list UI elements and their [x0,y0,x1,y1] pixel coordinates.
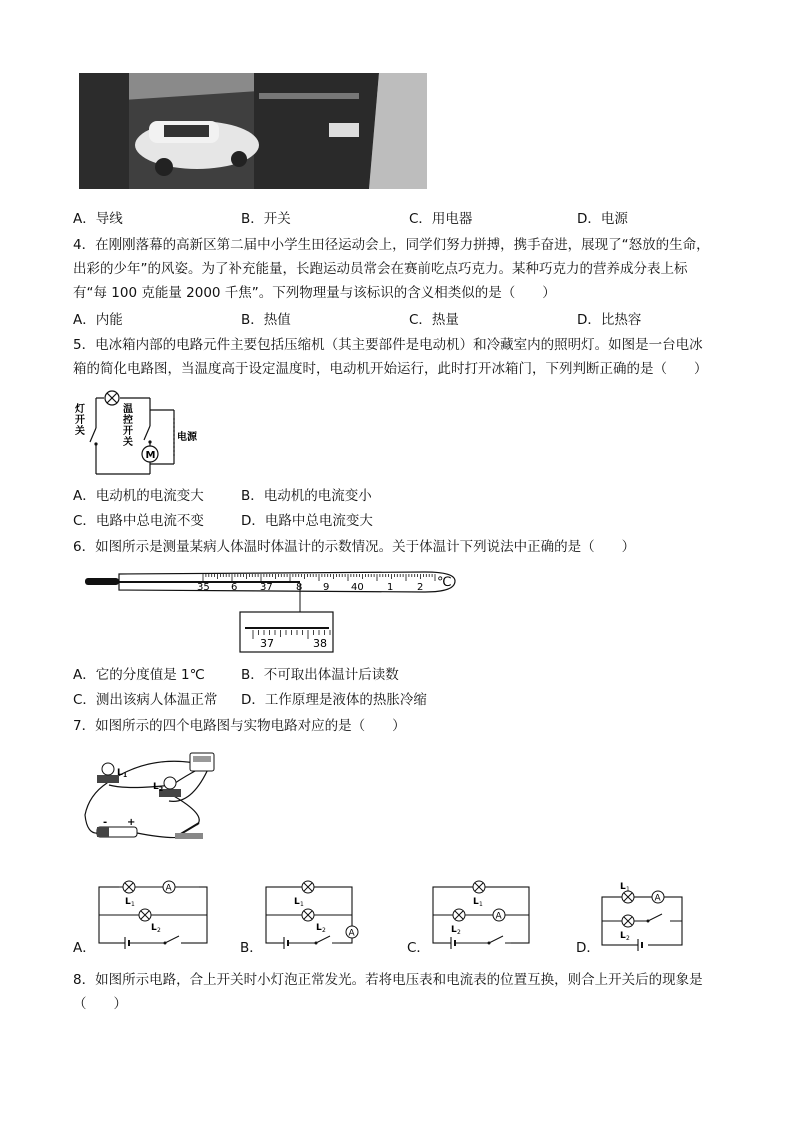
q4-option-b: B．热值 [241,312,291,328]
q4-text-line3: 有“每 100 克能量 2000 千焦”。下列物理量与该标识的含义相类似的是（ ） [73,285,556,301]
parking-photo [79,73,427,189]
svg-text:2: 2 [626,935,630,942]
q6-option-c: C．测出该病人体温正常 [73,692,218,708]
q4-option-a: A．内能 [73,312,123,328]
svg-text:L: L [151,923,157,933]
q7-option-b-letter: B． [240,940,263,956]
motor-label: M [145,450,156,461]
circuit-option-a [95,880,215,956]
svg-text:L: L [473,897,479,907]
q6-option-b: B．不可取出体温计后读数 [241,667,399,683]
scale-label-37: 37 [260,582,273,593]
svg-text:1: 1 [300,901,304,908]
zoom-label-37: 37 [260,637,274,650]
q7-text-line1: 7．如图所示的四个电路图与实物电路对应的是（ ） [73,718,406,734]
power-label: 电源 [177,432,197,443]
lamp-switch-label-1: 灯 [75,404,85,415]
circuit-option-d [598,880,690,956]
svg-text:L: L [125,897,131,907]
svg-text:2: 2 [457,929,461,936]
svg-text:L: L [316,923,322,933]
svg-text:1: 1 [626,886,630,893]
thermometer-figure [85,566,460,658]
q5-text-line2: 箱的简化电路图，当温度高于设定温度时，电动机开始运行，此时打开冰箱门，下列判断正确的是（ ） [73,361,708,377]
svg-text:L: L [451,925,457,935]
svg-text:A: A [654,893,661,904]
svg-text:1: 1 [479,901,483,908]
lamp-switch-label-3: 关 [75,426,85,437]
scale-label-35: 35 [197,582,210,593]
temp-switch-label-2: 控 [123,415,133,426]
temp-switch-label-4: 关 [123,437,133,448]
fridge-circuit-diagram [70,388,200,480]
q5-option-d: D．电路中总电流变大 [241,513,373,529]
physical-circuit-figure [77,745,227,847]
circuit-option-b [262,880,372,956]
l2-label: L [153,782,159,792]
l1-label: L [117,768,123,778]
scale-label-39: 9 [323,582,330,593]
scale-label-42: 2 [417,582,424,593]
battery-plus: + [127,817,136,828]
q5-text-line1: 5．电冰箱内部的电路元件主要包括压缩机（其主要部件是电动机）和冷藏室内的照明灯。如图是一台电冰 [73,337,703,353]
q3-option-c: C．用电器 [409,211,473,227]
q4-option-d: D．比热容 [577,312,642,328]
scale-label-41: 1 [387,582,394,593]
battery-minus: - [103,817,108,828]
q3-option-d: D．电源 [577,211,628,227]
q4-text-line2: 出彩的少年”的风姿。为了补充能量，长跑运动员常会在赛前吃点巧克力。某种巧克力的营养成分表上标 [73,261,688,277]
svg-text:2: 2 [322,927,326,934]
temp-switch-label-1: 温 [123,404,133,415]
q8-text-line2: （ ） [73,996,127,1012]
svg-text:1: 1 [131,901,135,908]
svg-text:L: L [620,882,626,892]
q6-text-line1: 6．如图所示是测量某病人体温时体温计的示数情况。关于体温计下列说法中正确的是（ ） [73,539,636,555]
q3-option-b: B．开关 [241,211,291,227]
q5-option-b: B．电动机的电流变小 [241,488,372,504]
svg-text:A: A [495,911,502,922]
q6-option-d: D．工作原理是液体的热胀冷缩 [241,692,427,708]
q8-text-line1: 8．如图所示电路，合上开关时小灯泡正常发光。若将电压表和电流表的位置互换，则合上开关后的现象是 [73,972,703,988]
q7-option-a-letter: A． [73,940,96,956]
svg-text:A: A [348,928,355,939]
scale-label-36: 6 [231,582,238,593]
svg-text:A: A [165,883,172,894]
temp-switch-label-3: 开 [123,426,133,437]
q4-text-line1: 4．在刚刚落幕的高新区第二届中小学生田径运动会上，同学们努力拼搏，携手奋进，展现了“怒放的生命， [73,237,710,253]
l1-subscript: 1 [123,772,128,779]
l2-subscript: 2 [159,786,164,793]
circuit-option-c [429,880,539,956]
q7-option-d-letter: D． [576,940,600,956]
q4-option-c: C．热量 [409,312,459,328]
scale-label-38: 8 [296,582,303,593]
q5-option-a: A．电动机的电流变大 [73,488,204,504]
svg-text:2: 2 [157,927,161,934]
celsius-unit: ℃ [437,575,452,590]
lamp-switch-label-2: 开 [75,415,85,426]
q3-option-a: A．导线 [73,211,123,227]
scale-label-40: 40 [351,582,364,593]
svg-text:L: L [620,931,626,941]
q5-option-c: C．电路中总电流不变 [73,513,204,529]
q6-option-a: A．它的分度值是 1℃ [73,667,205,683]
zoom-label-38: 38 [313,637,327,650]
svg-text:L: L [294,897,300,907]
q7-option-c-letter: C． [407,940,430,956]
